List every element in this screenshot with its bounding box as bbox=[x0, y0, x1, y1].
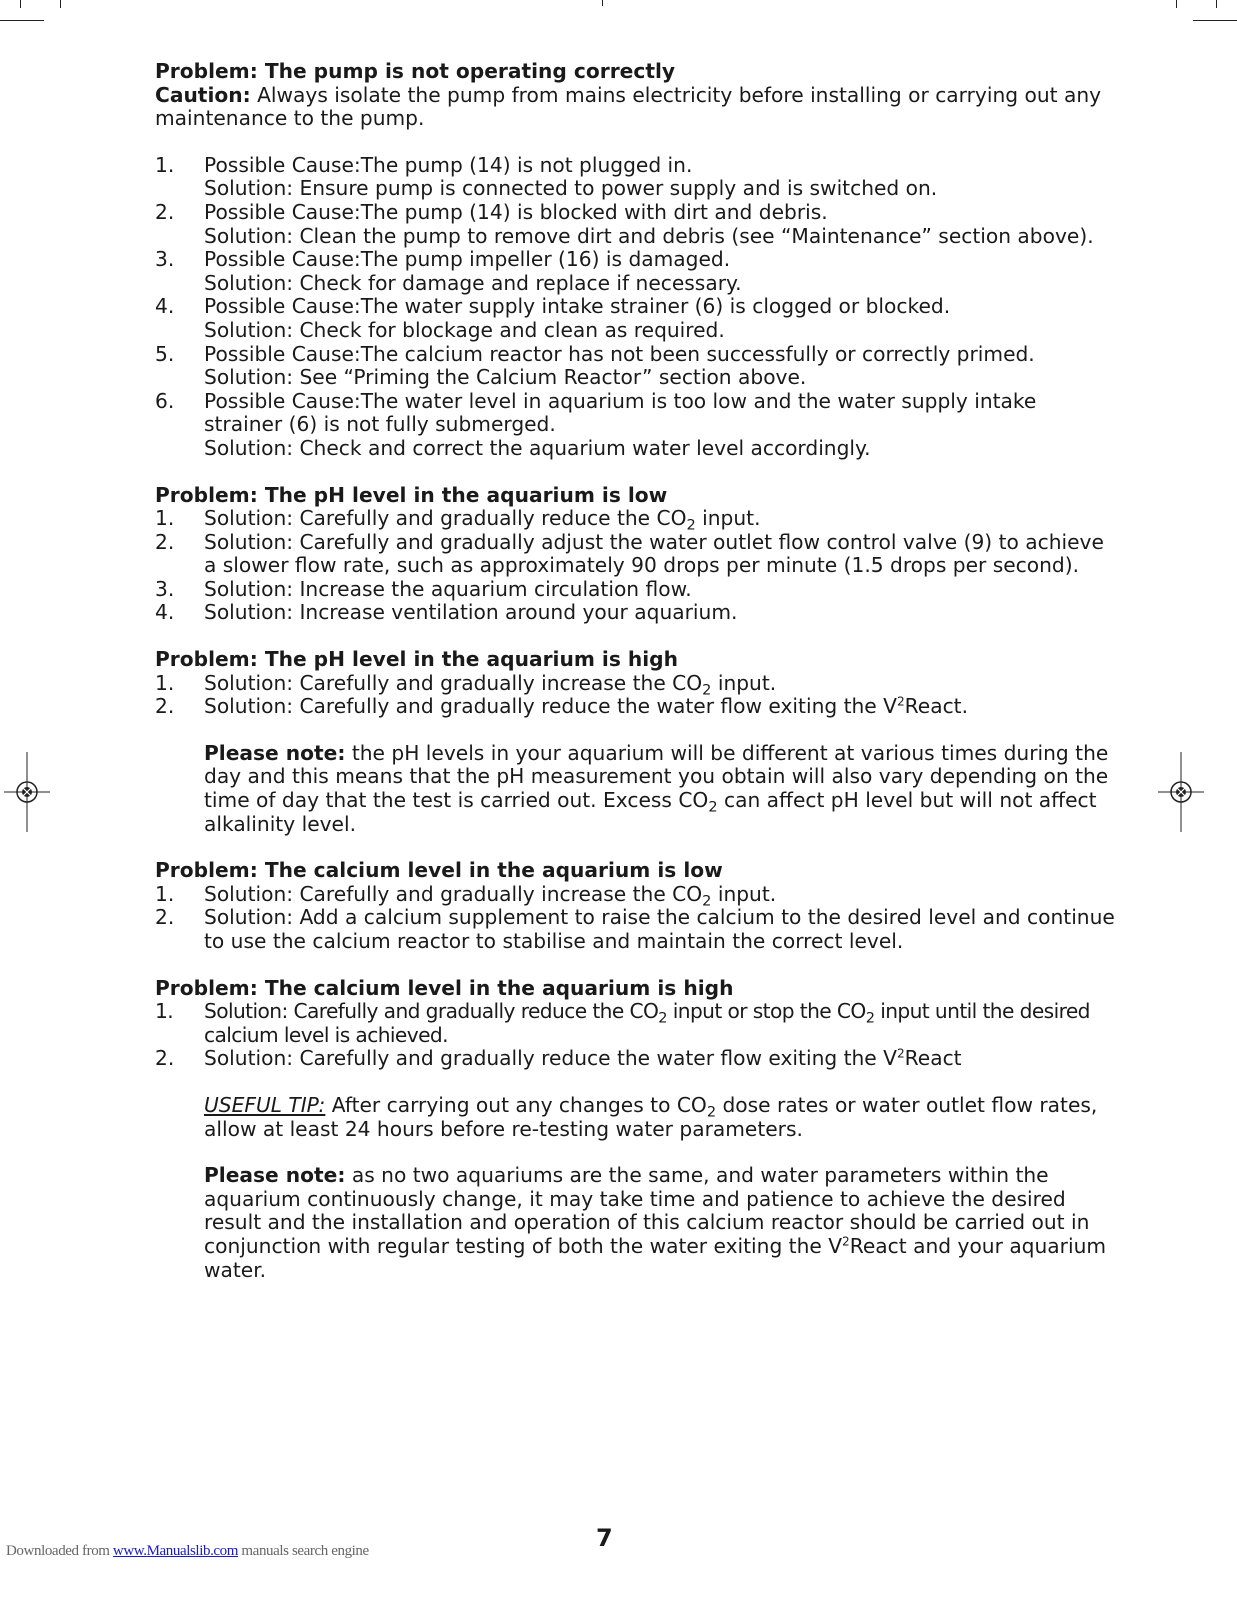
caution-text: Always isolate the pump from mains electricity before installing or carrying out any maintenance to the pump. bbox=[155, 82, 1102, 131]
item-text: input. bbox=[711, 881, 777, 906]
section-calcium-low bbox=[155, 859, 1115, 953]
cause-text: Possible Cause:The pump (14) is blocked with dirt and debris. bbox=[204, 199, 828, 224]
tip-label: USEFUL TIP: bbox=[204, 1092, 326, 1117]
solution-list bbox=[155, 507, 1115, 625]
crop-mark bbox=[0, 20, 44, 21]
note-text: can affect pH level but will not affect alkalinity level. bbox=[204, 788, 1097, 836]
section-ph-high bbox=[155, 648, 1115, 836]
list-item bbox=[155, 390, 1115, 461]
superscript: 2 bbox=[842, 1234, 850, 1249]
item-text: Solution: Increase the aquarium circulation flow. bbox=[204, 576, 692, 601]
crop-mark bbox=[1193, 20, 1237, 21]
item-number: 3. bbox=[155, 576, 175, 601]
subscript: 2 bbox=[702, 893, 712, 910]
item-number: 1. bbox=[155, 670, 175, 695]
list-item bbox=[155, 881, 1115, 910]
item-number: 2. bbox=[155, 905, 175, 930]
item-text: input or stop the CO bbox=[666, 999, 866, 1024]
item-text: Solution: Carefully and gradually increase the CO bbox=[204, 881, 703, 906]
item-number: 2. bbox=[155, 529, 175, 554]
subscript: 2 bbox=[686, 517, 696, 534]
registration-mark-icon bbox=[1158, 752, 1204, 832]
item-number: 1. bbox=[155, 881, 175, 906]
note-text: React and your aquarium water. bbox=[204, 1233, 1107, 1282]
page-number: 7 bbox=[596, 1524, 613, 1552]
item-number: 3. bbox=[155, 247, 175, 272]
list-item bbox=[155, 201, 1115, 248]
useful-tip-paragraph bbox=[155, 1094, 1115, 1141]
item-number: 4. bbox=[155, 600, 175, 625]
item-text: input until the desired calcium level is achieved. bbox=[204, 999, 1090, 1047]
superscript: 2 bbox=[896, 694, 905, 709]
item-number: 1. bbox=[155, 152, 175, 177]
caution-paragraph bbox=[155, 84, 1115, 131]
credit-prefix: Downloaded from bbox=[6, 1543, 113, 1559]
cause-list bbox=[155, 154, 1115, 461]
list-item bbox=[155, 906, 1115, 953]
section-pump bbox=[155, 60, 1115, 461]
list-item bbox=[155, 506, 1115, 534]
cause-text: Possible Cause:The water level in aquarium is too low and the water supply intake strainer (6) is not fully submerged. bbox=[204, 388, 1037, 437]
item-text: Solution: Carefully and gradually reduce the water flow exiting the V bbox=[204, 1046, 897, 1071]
section-title: Problem: The pH level in the aquarium is low bbox=[155, 482, 668, 507]
credit-suffix: manuals search engine bbox=[238, 1543, 369, 1559]
solution-text: Solution: Check and correct the aquarium water level accordingly. bbox=[204, 435, 871, 460]
cause-text: Possible Cause:The pump impeller (16) is damaged. bbox=[204, 247, 731, 272]
list-item bbox=[155, 343, 1115, 390]
item-text: input. bbox=[695, 506, 761, 531]
crop-mark bbox=[1216, 0, 1217, 8]
section-title: Problem: The calcium level in the aquarium is low bbox=[155, 858, 723, 883]
cause-text: Possible Cause:The calcium reactor has not been successfully or correctly primed. bbox=[204, 341, 1035, 366]
section-ph-low bbox=[155, 484, 1115, 626]
section-title: Problem: The pump is not operating correctly bbox=[155, 59, 676, 83]
list-item bbox=[155, 531, 1115, 578]
item-text: Solution: Carefully and gradually increase the CO bbox=[204, 670, 703, 695]
manualslib-link[interactable]: www.Manualslib.com bbox=[112, 1543, 239, 1559]
list-item bbox=[155, 670, 1115, 699]
note-text: the pH levels in your aquarium will be different at various times during the day and this means that the pH measurement you obtain will also vary depending on the time of day that the test is carried out. Excess CO bbox=[204, 740, 1109, 813]
tip-text: dose rates or water outlet flow rates, allow at least 24 hours before re-testing water parameters. bbox=[204, 1092, 1098, 1141]
page-content bbox=[155, 60, 1115, 1282]
list-item bbox=[155, 295, 1115, 342]
item-number: 1. bbox=[155, 999, 174, 1024]
list-item bbox=[155, 1047, 1115, 1071]
note-label: Please note: bbox=[204, 1163, 346, 1188]
superscript: 2 bbox=[896, 1047, 905, 1062]
item-number: 1. bbox=[155, 506, 175, 531]
list-item bbox=[155, 601, 1115, 625]
subscript: 2 bbox=[658, 1010, 667, 1027]
item-number: 2. bbox=[155, 199, 175, 224]
list-item bbox=[155, 1000, 1115, 1047]
item-text: React bbox=[904, 1046, 962, 1071]
subscript: 2 bbox=[708, 799, 718, 816]
item-text: Solution: Carefully and gradually adjust the water outlet flow control valve (9) to achieve a slower flow rate, such as approximately 90 drops per minute (1.5 drops per second). bbox=[204, 529, 1104, 578]
section-title: Problem: The pH level in the aquarium is high bbox=[155, 647, 678, 672]
crop-mark bbox=[60, 0, 61, 8]
solution-list bbox=[155, 883, 1115, 954]
please-note-paragraph bbox=[155, 742, 1115, 836]
item-number: 2. bbox=[155, 694, 175, 719]
solution-text: Solution: Clean the pump to remove dirt and debris (see “Maintenance” section above). bbox=[204, 223, 1094, 248]
item-text: React. bbox=[904, 694, 969, 719]
item-text: Solution: Carefully and gradually reduce the CO bbox=[204, 506, 687, 531]
solution-text: Solution: See “Priming the Calcium Reactor” section above. bbox=[204, 365, 807, 390]
item-text: Solution: Carefully and gradually reduce the water flow exiting the V bbox=[204, 694, 897, 719]
solution-text: Solution: Check for damage and replace if necessary. bbox=[204, 270, 742, 295]
subscript: 2 bbox=[702, 682, 712, 699]
list-item bbox=[155, 248, 1115, 295]
please-note-paragraph bbox=[155, 1164, 1115, 1282]
subscript: 2 bbox=[865, 1010, 875, 1027]
solution-text: Solution: Ensure pump is connected to power supply and is switched on. bbox=[204, 176, 938, 201]
cause-text: Possible Cause:The pump (14) is not plugged in. bbox=[204, 152, 693, 177]
list-item bbox=[155, 695, 1115, 719]
subscript: 2 bbox=[706, 1104, 717, 1121]
crop-mark bbox=[20, 0, 21, 8]
note-label: Please note: bbox=[204, 740, 346, 765]
item-number: 6. bbox=[155, 388, 175, 413]
section-calcium-high bbox=[155, 977, 1115, 1283]
item-text: Solution: Carefully and gradually reduce the CO bbox=[204, 999, 659, 1024]
item-number: 4. bbox=[155, 294, 175, 319]
item-text: Solution: Increase ventilation around your aquarium. bbox=[204, 600, 738, 625]
tip-text: After carrying out any changes to CO bbox=[325, 1092, 707, 1117]
note-text: as no two aquariums are the same, and water parameters within the aquarium continuously change, it may take time and patience to achieve the desired result and the installation and operation of this calcium reactor should be carried out in conjunction with regular testing of both the water exiting the V bbox=[204, 1163, 1090, 1258]
section-title: Problem: The calcium level in the aquarium is high bbox=[155, 975, 734, 1000]
list-item bbox=[155, 154, 1115, 201]
list-item bbox=[155, 578, 1115, 602]
solution-text: Solution: Check for blockage and clean as required. bbox=[204, 317, 725, 342]
download-credit bbox=[6, 1543, 369, 1560]
cause-text: Possible Cause:The water supply intake strainer (6) is clogged or blocked. bbox=[204, 294, 951, 319]
item-number: 2. bbox=[155, 1046, 175, 1071]
item-text: Solution: Add a calcium supplement to raise the calcium to the desired level and continue to use the calcium reactor to stabilise and maintain the correct level. bbox=[204, 905, 1115, 953]
caution-label: Caution: bbox=[155, 82, 251, 107]
crop-mark bbox=[1176, 0, 1177, 8]
registration-mark-icon bbox=[4, 752, 50, 832]
item-text: input. bbox=[711, 670, 777, 695]
solution-list bbox=[155, 672, 1115, 719]
crop-mark bbox=[602, 0, 603, 6]
item-number: 5. bbox=[155, 341, 175, 366]
solution-list bbox=[155, 1000, 1115, 1071]
